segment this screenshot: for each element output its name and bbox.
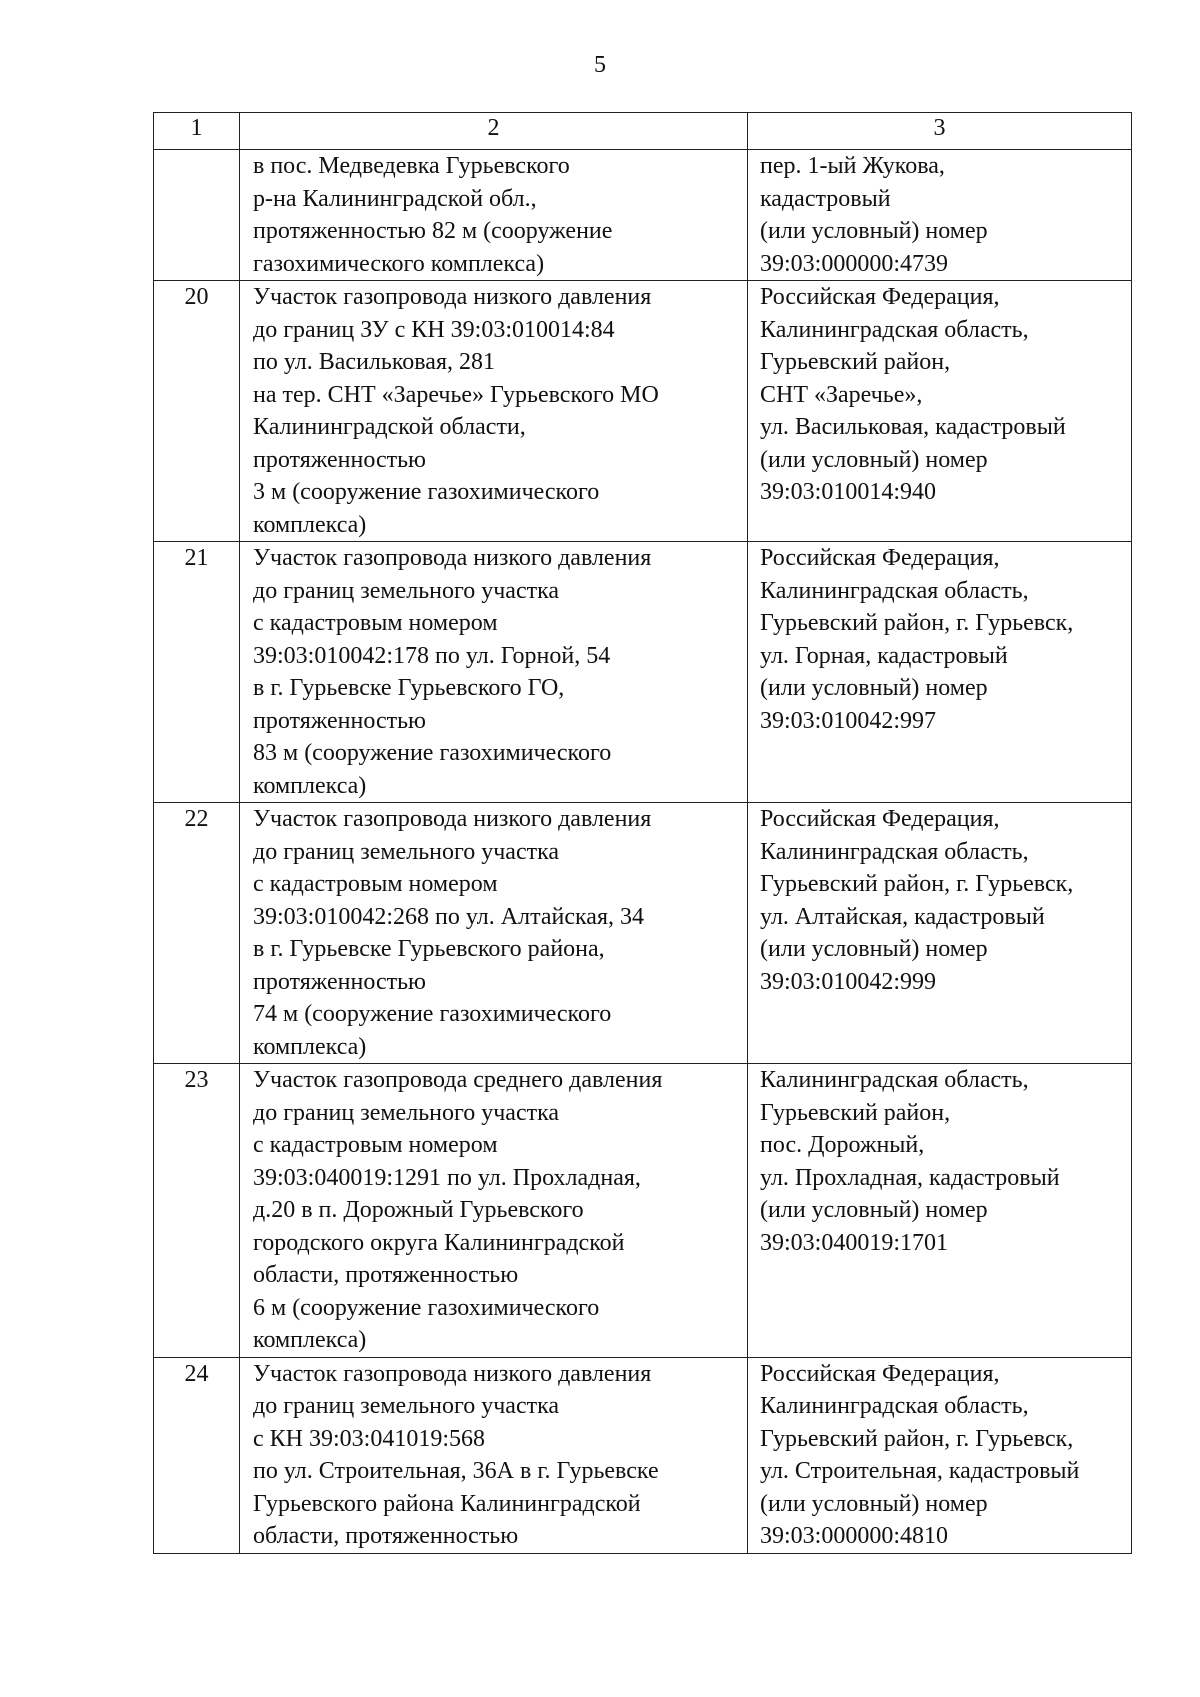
description-line: Участок газопровода низкого давления — [253, 1360, 652, 1387]
object-description — [240, 1357, 748, 1553]
description-line: в пос. Медведевка Гурьевского — [253, 153, 570, 179]
object-address — [748, 1064, 1132, 1358]
address-line: Гурьевский район, — [760, 349, 951, 375]
description-line: на тер. СНТ «Заречье» Гурьевского МО — [253, 381, 659, 408]
object-description — [240, 803, 748, 1064]
address-line: 39:03:040019:1701 — [760, 1229, 949, 1256]
description-line: до границ земельного участка — [253, 1393, 560, 1419]
address-line: (или условный) номер — [760, 218, 988, 244]
address-line: кадастровый — [760, 185, 891, 212]
address-line: ул. Алтайская, кадастровый — [760, 903, 1045, 930]
table-row — [154, 542, 1132, 803]
description-line: с КН 39:03:041019:568 — [253, 1425, 485, 1452]
address-line: (или условный) номер — [760, 1197, 988, 1223]
description-line: 3 м (сооружение газохимического — [253, 479, 600, 505]
address-line: Калининградская область, — [760, 1393, 1029, 1419]
description-line: по ул. Васильковая, 281 — [253, 349, 495, 375]
description-line: 39:03:010042:268 по ул. Алтайская, 34 — [253, 903, 644, 930]
address-line: 39:03:010042:997 — [760, 707, 937, 734]
address-line: Гурьевский район, г. Гурьевск, — [760, 1425, 1074, 1452]
description-line: д.20 в п. Дорожный Гурьевского — [253, 1197, 584, 1223]
description-line: 74 м (сооружение газохимического — [253, 1001, 612, 1027]
address-line: 39:03:010014:940 — [760, 479, 937, 505]
description-line: Участок газопровода среднего давления — [253, 1067, 663, 1093]
description-line: с кадастровым номером — [253, 871, 498, 897]
address-line: (или условный) номер — [760, 1490, 988, 1517]
row-number: 21 — [154, 542, 240, 803]
description-line: Калининградской области, — [253, 414, 526, 440]
description-line: комплекса) — [253, 1327, 367, 1353]
column-header-1: 1 — [154, 113, 240, 150]
description-line: до границ ЗУ с КН 39:03:010014:84 — [253, 316, 615, 343]
address-line: Гурьевский район, г. Гурьевск, — [760, 871, 1074, 897]
table-body — [154, 113, 1132, 1554]
header-row — [154, 113, 1132, 150]
row-number: 20 — [154, 281, 240, 542]
description-line: с кадастровым номером — [253, 610, 498, 636]
object-description — [240, 150, 748, 281]
address-line: Калининградская область, — [760, 838, 1029, 865]
object-address — [748, 542, 1132, 803]
description-line: в г. Гурьевске Гурьевского ГО, — [253, 675, 565, 701]
address-line: 39:03:010042:999 — [760, 968, 937, 995]
description-line: комплекса) — [253, 772, 367, 799]
address-line: Российская Федерация, — [760, 284, 1000, 310]
description-line: комплекса) — [253, 1033, 367, 1060]
description-line: протяженностью 82 м (сооружение — [253, 218, 613, 244]
address-line: СНТ «Заречье», — [760, 381, 923, 408]
object-description — [240, 281, 748, 542]
address-line: Гурьевский район, г. Гурьевск, — [760, 610, 1074, 636]
address-line: пос. Дорожный, — [760, 1132, 925, 1158]
description-line: Гурьевского района Калининградской — [253, 1490, 641, 1517]
registry-table — [153, 112, 1132, 1554]
description-line: 6 м (сооружение газохимического — [253, 1294, 600, 1321]
address-line: 39:03:000000:4739 — [760, 250, 949, 277]
description-line: протяженностью — [253, 707, 426, 734]
description-line: до границ земельного участка — [253, 1099, 560, 1126]
object-description — [240, 1064, 748, 1358]
row-number: 24 — [154, 1357, 240, 1553]
description-line: р-на Калининградской обл., — [253, 185, 537, 212]
object-address — [748, 281, 1132, 542]
description-line: комплекса) — [253, 511, 367, 538]
description-line: по ул. Строительная, 36А в г. Гурьевске — [253, 1458, 659, 1484]
address-line: Гурьевский район, — [760, 1099, 951, 1126]
description-line: в г. Гурьевске Гурьевского района, — [253, 936, 605, 962]
description-line: до границ земельного участка — [253, 838, 560, 865]
description-line: протяженностью — [253, 968, 426, 995]
object-address — [748, 1357, 1132, 1553]
description-line: Участок газопровода низкого давления — [253, 806, 652, 832]
address-line: пер. 1-ый Жукова, — [760, 153, 945, 179]
object-address — [748, 150, 1132, 281]
address-line: Калининградская область, — [760, 1067, 1029, 1093]
address-line: Калининградская область, — [760, 316, 1029, 343]
description-line: с кадастровым номером — [253, 1132, 498, 1158]
address-line: 39:03:000000:4810 — [760, 1523, 949, 1549]
column-header-2: 2 — [240, 113, 748, 150]
page-number: 5 — [594, 52, 606, 78]
row-number — [154, 150, 240, 281]
column-header-3: 3 — [748, 113, 1132, 150]
description-line: 39:03:010042:178 по ул. Горной, 54 — [253, 642, 611, 669]
row-number: 22 — [154, 803, 240, 1064]
description-line: до границ земельного участка — [253, 577, 560, 604]
description-line: протяженностью — [253, 446, 426, 473]
address-line: ул. Прохладная, кадастровый — [760, 1164, 1060, 1191]
row-number: 23 — [154, 1064, 240, 1358]
address-line: Российская Федерация, — [760, 1360, 1000, 1387]
description-line: области, протяженностью — [253, 1262, 519, 1288]
address-line: (или условный) номер — [760, 936, 988, 962]
table-row — [154, 281, 1132, 542]
address-line: Калининградская область, — [760, 577, 1029, 604]
description-line: Участок газопровода низкого давления — [253, 284, 652, 310]
address-line: ул. Васильковая, кадастровый — [760, 414, 1066, 440]
table-row — [154, 803, 1132, 1064]
description-line: городского округа Калининградской — [253, 1229, 625, 1256]
description-line: области, протяженностью — [253, 1523, 519, 1549]
description-line: газохимического комплекса) — [253, 250, 545, 277]
table-row — [154, 150, 1132, 281]
address-line: (или условный) номер — [760, 675, 988, 701]
address-line: ул. Строительная, кадастровый — [760, 1458, 1080, 1484]
object-description — [240, 542, 748, 803]
address-line: ул. Горная, кадастровый — [760, 642, 1008, 669]
object-address — [748, 803, 1132, 1064]
table-row — [154, 1357, 1132, 1553]
address-line: Российская Федерация, — [760, 545, 1000, 571]
description-line: 83 м (сооружение газохимического — [253, 740, 612, 766]
table-row — [154, 1064, 1132, 1358]
address-line: Российская Федерация, — [760, 806, 1000, 832]
description-line: Участок газопровода низкого давления — [253, 545, 652, 571]
address-line: (или условный) номер — [760, 446, 988, 473]
description-line: 39:03:040019:1291 по ул. Прохладная, — [253, 1164, 641, 1191]
